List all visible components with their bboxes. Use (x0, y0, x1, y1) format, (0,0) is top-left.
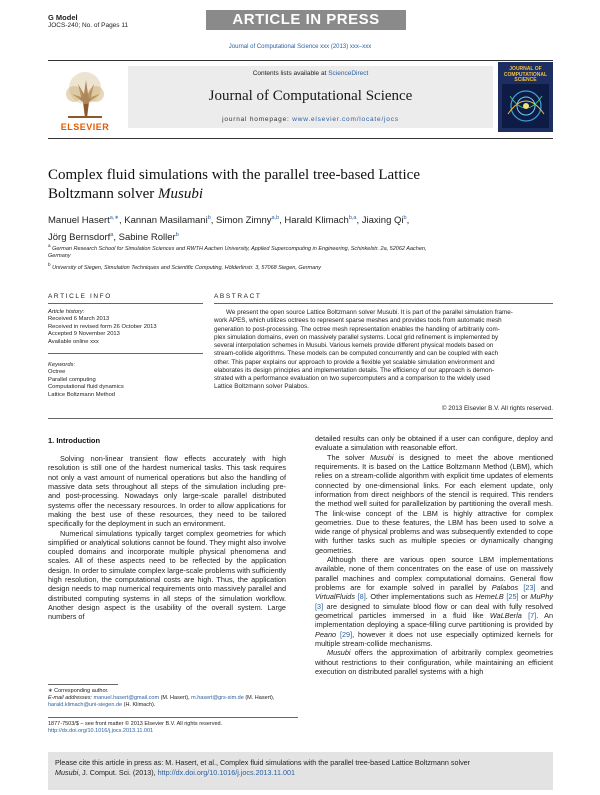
abstract-bottom-rule (48, 418, 553, 419)
journal-reference[interactable]: Journal of Computational Science xxx (2013) xxx–xxx (228, 44, 372, 50)
contents-line (128, 70, 493, 77)
software-name: Palabos (491, 583, 519, 592)
affiliation-a: $^a$ German Research School for Simulation Sciences and RWTH Aachen University, Applied Supercomputing in Engineering, Schinkelstr. 2a, 52062 Aachen, (48, 243, 427, 252)
author-name: Sabine Roller (118, 232, 176, 244)
abstract-line: We present the open source Lattice Boltzmann solver Musubi. It is part of the parallel simulation frame- (226, 309, 513, 316)
citation-reference-link[interactable]: [29] (339, 629, 353, 639)
intro-paragraph: Solving non-linear transient flow effects accurately with high resolution is still one of the hardest numerical tasks. This task requires not only a vast amount of numerical operations but also the handling of massive data sets throughout all steps of the simulation including pre- and post-processing. Nowadays only large-scale parallel distributed systems offer the necessary resources. In order to allow applications for making the best use of these resources, they need to be tailored specifically for the deployment in such an environment. (48, 454, 286, 529)
citation-line-1: Please cite this article in press as: M. Hasert, et al., Complex fluid simulations with the parallel tree-based Lattice Boltzmann solver (55, 758, 471, 767)
author-name: Kannan Masilamani (124, 215, 208, 227)
intro-paragraph: Musubi offers the approximation of arbitrarily complex geometries without restrictions to their configuration, while maintaining an efficient execution on distributed parallel systems with a high (315, 648, 553, 676)
footnotes (48, 688, 298, 709)
email-link[interactable]: m.hasert@grs-sim.de (191, 695, 244, 701)
journal-title: Journal of Computational Science (208, 88, 413, 104)
citation-reference-link[interactable]: [23] (523, 583, 536, 592)
software-name: MuPhy (530, 592, 554, 602)
keyword-item: Computational fluid dynamics (48, 384, 124, 391)
affiliations (48, 242, 553, 272)
author-name: Jörg Bernsdorf (48, 232, 111, 244)
keyword-list (48, 369, 203, 399)
journal-cover-thumbnail[interactable] (498, 62, 553, 132)
history-rule (48, 353, 203, 354)
affiliation-b: $^b$ University of Siegen, Simulation Techniques and Scientific Computing, Hölderlinstr. 3, 57068 Siegen, Germany (48, 261, 322, 271)
author-separator: , (113, 232, 119, 244)
abstract-heading: ABSTRACT (214, 293, 262, 300)
abstract-line: elaborates its design principles and implementation details. The efficiency of our approach is demon- (214, 366, 495, 374)
author-name: Simon Zimny (216, 215, 272, 227)
author-affiliation-marker[interactable]: b (207, 215, 211, 221)
history-list (48, 316, 203, 346)
software-name: VirtualFluids (315, 592, 356, 602)
intro-paragraph: Numerical simulations typically target complex geometries for which simplified or analytical solutions cannot be found. They might also involve coupled domains and incorporate multiple physical phenomena and scales. All of these aspects need to be reflected by the application design. In order to simulate complex large-scale problems with sufficiently high resolution, the computational costs are high. Thus, the application design needs to map numerical requirements onto massively parallel and distributed computing systems in all steps of the simulation workflow. Another design aspect is the usability of the overall system. Large numbers of (48, 528, 286, 622)
author-line-1 (48, 211, 553, 228)
history-label: Article history: (48, 309, 85, 315)
sciencedirect-link[interactable]: ScienceDirect (328, 70, 369, 77)
elsevier-tree-logo (48, 66, 122, 130)
abstract-copyright: © 2013 Elsevier B.V. All rights reserved. (441, 405, 553, 412)
intro-paragraph: Although there are various open source LBM implementations available, none of them concentrates on the ease of use on massively parallel machines and complex computational domains. General flow problems are for example solved in parallel by Palabos [23] and VirtualFluids [8]. Other implementations such as HemeLB [25] or MuPhy [3] are designed to simulate blood flow or can deal with fully resolved geometrical particles immersed in a fluid like WaLBerla [7]. An implementation deploying a space-filling curve partitioning is provided by Peano [29], however it does not use especially optimized kernels for multiple stream-collide mechanisms. (315, 555, 554, 648)
software-name: Musubi (369, 452, 394, 462)
keyword-item: Parallel computing (48, 376, 96, 383)
author-affiliation-marker[interactable]: b (403, 215, 407, 221)
running-header-left (48, 14, 128, 30)
homepage-prefix: journal homepage: (222, 116, 293, 123)
keyword-item: Lattice Boltzmann Method (48, 391, 116, 398)
citation-doi-link[interactable]: http://dx.doi.org/10.1016/j.jocs.2013.11.001 (157, 767, 295, 777)
software-name: HemeLB (475, 592, 504, 602)
abstract-body (214, 309, 553, 392)
title-line-2 (48, 185, 553, 204)
citation-box (48, 752, 553, 790)
doi-link[interactable]: http://dx.doi.org/10.1016/j.jocs.2013.11.001 (48, 728, 154, 734)
author-affiliation-marker[interactable]: a (110, 232, 114, 239)
title-line-1: Complex fluid simulations with the parallel tree-based Lattice (48, 167, 420, 183)
issn-rule (48, 717, 298, 718)
corresponding-author-note: ∗ Corresponding author. (48, 688, 109, 694)
author-separator: , (356, 215, 362, 227)
email-link[interactable]: manuel.hasert@gmail.com (93, 695, 160, 701)
abstract-line: work APES, which utilizes octrees to represent sparse meshes and provides tools from automatic mesh (214, 317, 502, 325)
software-name: Musubi (327, 648, 351, 658)
abstract-line: several interpolation schemes in Musubi. Various kernels provide different physical models based on (214, 342, 494, 349)
jocs-id: JOCS-240; (48, 22, 81, 29)
elsevier-wordmark: ELSEVIER (60, 122, 110, 132)
citation-reference-link[interactable]: [8] (357, 592, 366, 602)
history-item: Received 6 March 2013 (48, 316, 110, 323)
article-info-rule (48, 303, 203, 304)
abstract-line: strated with a performance evaluation on two supercomputers and a comparison to the widely used (214, 375, 491, 382)
abstract-line: generation to post-processing. The octree mesh representation enables the handling of arbitrarily com- (214, 325, 500, 333)
author-affiliation-marker[interactable]: a,b (271, 215, 280, 221)
cover-art (502, 84, 549, 128)
issn-line: 1877-7503/$ – see front matter © 2013 Elsevier B.V. All rights reserved. (48, 721, 223, 727)
abstract-line: plex simulation domains, even on massively parallel systems. Local grid refinement is implemented by (214, 333, 499, 341)
author-separator: , (279, 215, 285, 227)
gmodel-label: G Model (48, 13, 78, 22)
author-affiliation-marker[interactable]: a,∗ (109, 215, 119, 221)
author-separator: , (118, 215, 125, 227)
author-name: Jiaxing Qi (361, 215, 404, 227)
masthead-bottom-rule (48, 138, 553, 139)
history-item: Accepted 9 November 2013 (48, 331, 120, 338)
article-history (48, 309, 203, 346)
right-column (315, 434, 553, 676)
title-solver-name: Musubi (157, 186, 203, 202)
article-title (48, 166, 553, 204)
keywords-label: Keywords: (48, 362, 76, 368)
history-item: Received in revised form 26 October 2013 (48, 323, 157, 330)
author-separator: , (406, 215, 410, 227)
page-count: No. of Pages 11 (81, 22, 129, 29)
citation-reference-link[interactable]: [7] (528, 610, 537, 620)
citation-line-2: Musubi, J. Comput. Sci. (2013), http://dx.doi.org/10.1016/j.jocs.2013.11.001 (55, 767, 295, 777)
software-name: Peano (315, 629, 337, 639)
abstract-line: Lattice Boltzmann solver Palabos. (214, 383, 309, 391)
intro-paragraph: detailed results can only be obtained if a user can configure, deploy and evaluate a simulation with reasonable effort. (315, 434, 553, 453)
abstract-line: stream-collide algorithms. These models can be computed concurrently and can be coupled with each (214, 350, 499, 358)
author-affiliation-marker[interactable]: b (175, 232, 179, 239)
keyword-item: Octree (48, 369, 66, 376)
abstract-rule (214, 303, 553, 304)
left-column (48, 436, 286, 622)
masthead-top-rule (48, 60, 553, 61)
affiliation-a-cont: Germany (48, 253, 71, 260)
section-heading-introduction: 1. Introduction (48, 436, 101, 445)
footnote-rule (48, 684, 118, 685)
citation-reference-link[interactable]: [25] (506, 592, 519, 602)
email-addresses: E-mail addresses: manuel.hasert@gmail.com (M. Hasert), m.hasert@grs-sim.de (M. Hasert), harald.klimach@uni-siegen.de (H. Klimach). (48, 695, 275, 708)
intro-paragraph: The solver Musubi is designed to meet the above mentioned requirements. It is based on the Lattice Boltzmann Method (LBM), which relies on a stream-collide algorithm with explicit time updates of elements connected by one-dimensional links. For each element update, only information from direct neighbors of the stencil is required. This renders the method well suited for parallelization by partitioning the overall mesh. The link-wise concept of the LBM is highly attractive for complex geometries. Due to these features, the LBM has been used to solve a wide range of physical problems and was subsequently extended to cope with further tasks such as multiple species or dynamically changing geometries. (315, 452, 554, 555)
software-name: WaLBerla (489, 610, 522, 620)
contents-prefix: Contents lists available at (252, 70, 329, 77)
article-info-heading: ARTICLE INFO (48, 293, 112, 300)
abstract-line: other. This paper explains our approach to provide a flexible yet scalable simulation environment and (214, 358, 495, 366)
history-item: Available online xxx (48, 338, 99, 345)
keywords-box (48, 362, 203, 399)
author-name: Harald Klimach (284, 215, 349, 227)
article-in-press-banner: ARTICLE IN PRESS (206, 10, 406, 30)
cover-title: JOURNAL OF COMPUTATIONAL SCIENCE (503, 66, 548, 83)
author-affiliation-marker[interactable]: b,a (348, 215, 357, 221)
citation-reference-link[interactable]: [3] (315, 601, 324, 611)
author-list (48, 211, 553, 245)
journal-homepage (128, 116, 493, 123)
issn-block (48, 721, 298, 735)
author-name: Manuel Hasert (48, 215, 110, 227)
homepage-link[interactable]: www.elsevier.com/locate/jocs (292, 116, 399, 123)
author-separator: , (210, 215, 217, 227)
email-link[interactable]: harald.klimach@uni-siegen.de (48, 702, 123, 708)
title-line-2-text: Boltzmann solver (48, 186, 158, 202)
